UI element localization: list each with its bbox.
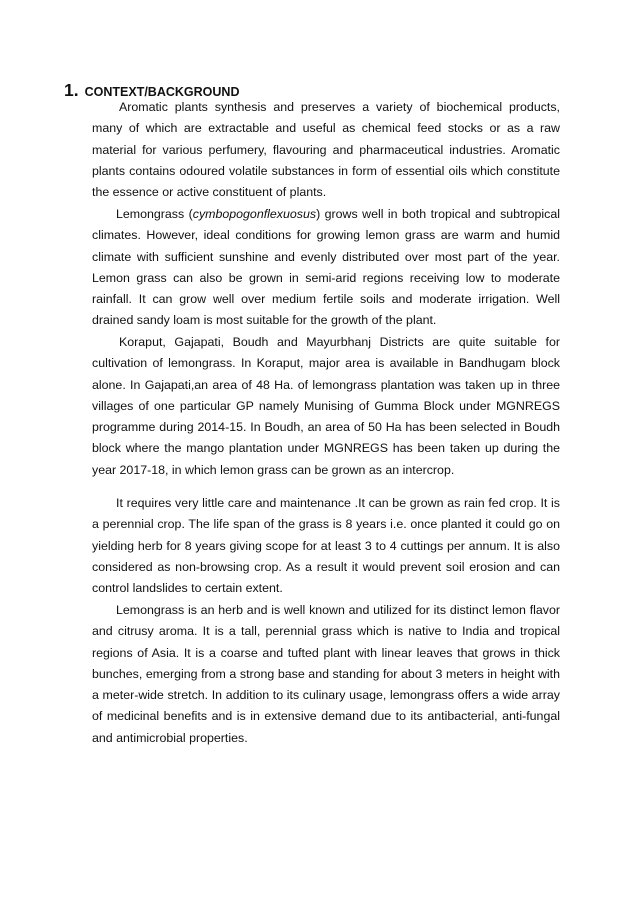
species-name: cymbopogonflexuosus	[192, 207, 317, 221]
paragraph-text-rest: ) grows well in both tropical and subtropical climates. However, ideal conditions for growing lemon grass are warm and humid climate with sufficient sunshine and evenly distributed over most part of the year. Lemon grass can also be grown in semi-arid regions receiving low to moderate rainfall. It can grow well over medium fertile soils and moderate irrigation. Well drained sandy loam is most suitable for the growth of the plant.	[92, 207, 560, 328]
paragraph-herb-description	[92, 600, 560, 749]
section-title: CONTEXT/BACKGROUND	[84, 85, 240, 99]
paragraph-aromatic-plants	[92, 97, 560, 203]
paragraph-text: It requires very little care and maintenance .It can be grown as rain fed crop. It is a perennial crop. The life span of the grass is 8 years i.e. once planted it could go on yielding herb for 8 years giving scope for at least 3 to 4 cuttings per annum. It is also considered as non-browsing crop. As a result it would prevent soil erosion and can control landslides to certain extent.	[92, 496, 560, 596]
section-number: 1.	[64, 80, 79, 100]
paragraph-care-maintenance	[92, 493, 560, 599]
paragraph-text: Aromatic plants synthesis and preserves a variety of biochemical products, many of which are extractable and useful as chemical feed stocks or as a raw material for various perfumery, flavouring and pharmaceutical industries. Aromatic plants contains odoured volatile substances in form of essential oils which constitute the essence or active constituent of plants.	[92, 100, 560, 200]
paragraph-text: Lemongrass is an herb and is well known and utilized for its distinct lemon flavor and citrusy aroma. It is a tall, perennial grass which is native to India and tropical regions of Asia. It is a coarse and tufted plant with linear leaves that grows in thick bunches, emerging from a strong base and standing for about 3 meters in height with a meter-wide stretch. In addition to its culinary usage, lemongrass offers a wide array of medicinal benefits and is in extensive demand due to its antibacterial, anti-fungal and antimicrobial properties.	[92, 603, 560, 745]
paragraph-text	[92, 204, 560, 332]
paragraph-lemongrass-climate	[92, 204, 560, 332]
paragraph-districts	[92, 332, 560, 481]
paragraph-text-start: Lemongrass (	[116, 207, 193, 221]
paragraph-text: Koraput, Gajapati, Boudh and Mayurbhanj Districts are quite suitable for cultivation of lemongrass. In Koraput, major area is available in Bandhugam block alone. In Gajapati,an area of 48 Ha. of lemongrass plantation was taken up in three villages of one particular GP namely Munising of Gumma Block under MGNREGS programme during 2014-15. In Boudh, an area of 50 Ha has been selected in Boudh block where the mango plantation under MGNREGS has been taken up during the year 2017-18, in which lemon grass can be grown as an intercrop.	[92, 335, 560, 477]
